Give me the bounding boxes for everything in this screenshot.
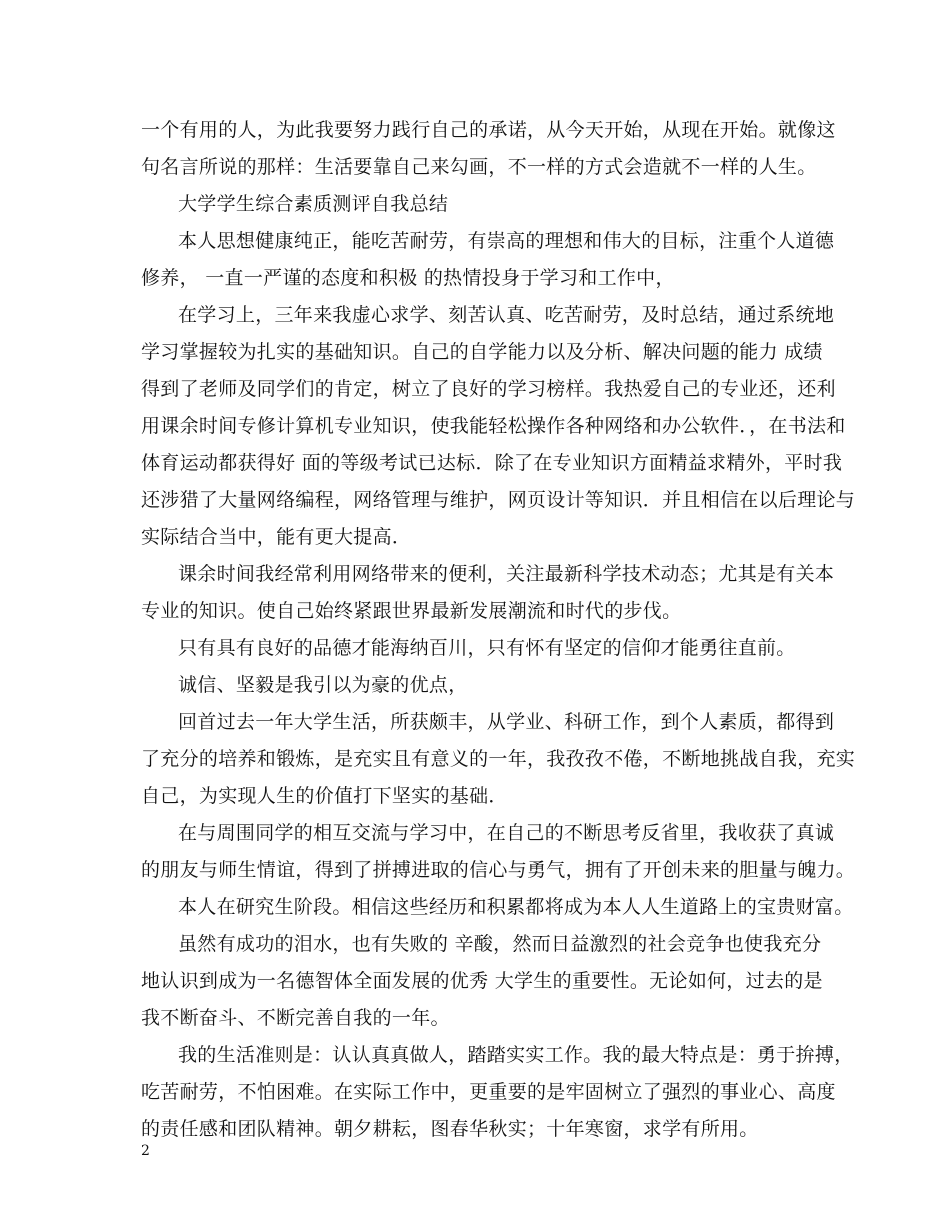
- text-line: 虽然有成功的泪水，也有失败的 辛酸，然而日益激烈的社会竞争也使我充分: [178, 933, 822, 955]
- text-line: 课余时间我经常利用网络带来的便利，关注最新科学技术动态；尤其是有关本: [178, 563, 835, 585]
- text-line: 的责任感和团队精神。朝夕耕耘，图春华秋实；十年寒窗，求学有所用。: [141, 1118, 759, 1140]
- text-line: 在与周围同学的相互交流与学习中，在自己的不断思考反省里，我收获了真诚: [178, 822, 835, 844]
- text-line: 实际结合当中，能有更大提高．: [141, 526, 412, 548]
- text-line: 只有具有良好的品德才能海纳百川，只有怀有坚定的信仰才能勇往直前。: [178, 637, 796, 659]
- text-line: 诚信、坚毅是我引以为豪的优点，: [178, 674, 468, 696]
- text-line: 得到了老师及同学们的肯定，树立了良好的学习榜样。我热爱自己的专业还，还利: [141, 378, 836, 400]
- text-line: 回首过去一年大学生活，所获颇丰，从学业、科研工作，到个人素质，都得到: [178, 711, 835, 733]
- text-line: 在学习上，三年来我虚心求学、刻苦认真、吃苦耐劳，及时总结，通过系统地: [178, 304, 835, 326]
- text-line: 本人在研究生阶段。相信这些经历和积累都将成为本人人生道路上的宝贵财富。: [178, 896, 854, 918]
- text-line: 修养， 一直一严谨的态度和积极 的热情投身于学习和工作中，: [141, 267, 675, 289]
- text-line: 体育运动都获得好 面的等级考试已达标．除了在专业知识方面精益求精外，平时我: [141, 452, 843, 474]
- text-line: 自己，为实现人生的价值打下坚实的基础．: [141, 785, 508, 807]
- text-line: 用课余时间专修计算机专业知识，使我能轻松操作各种网络和办公软件．，在书法和: [141, 415, 846, 437]
- text-line: 吃苦耐劳，不怕困难。在实际工作中，更重要的是牢固树立了强烈的事业心、高度: [141, 1081, 836, 1103]
- text-line: 我不断奋斗、不断完善自我的一年。: [141, 1007, 450, 1029]
- text-line: 的朋友与师生情谊，得到了拼搏进取的信心与勇气，拥有了开创未来的胆量与魄力。: [141, 859, 856, 881]
- text-line: 一个有用的人，为此我要努力践行自己的承诺，从今天开始，从现在开始。就像这: [141, 119, 836, 141]
- page-number: 2: [141, 1143, 150, 1159]
- text-line: 我的生活准则是：认认真真做人，踏踏实实工作。我的最大特点是：勇于拚搏，: [178, 1044, 854, 1066]
- text-line: 本人思想健康纯正，能吃苦耐劳，有崇高的理想和伟大的目标，注重个人道德: [178, 230, 835, 252]
- text-line: 地认识到成为一名德智体全面发展的优秀 大学生的重要性。无论如何，过去的是: [141, 970, 823, 992]
- text-line: 了充分的培养和锻炼，是充实且有意义的一年，我孜孜不倦，不断地挑战自我，充实: [141, 748, 856, 770]
- section-title: 大学学生综合素质测评自我总结: [178, 193, 449, 215]
- text-line: 学习掌握较为扎实的基础知识。自己的自学能力以及分析、解决问题的能力 成绩: [141, 341, 823, 363]
- text-line: 专业的知识。使自己始终紧跟世界最新发展潮流和时代的步伐。: [141, 600, 682, 622]
- text-line: 还涉猎了大量网络编程，网络管理与维护，网页设计等知识．并且相信在以后理论与: [141, 489, 856, 511]
- text-line: 句名言所说的那样：生活要靠自己来勾画，不一样的方式会造就不一样的人生。: [141, 156, 817, 178]
